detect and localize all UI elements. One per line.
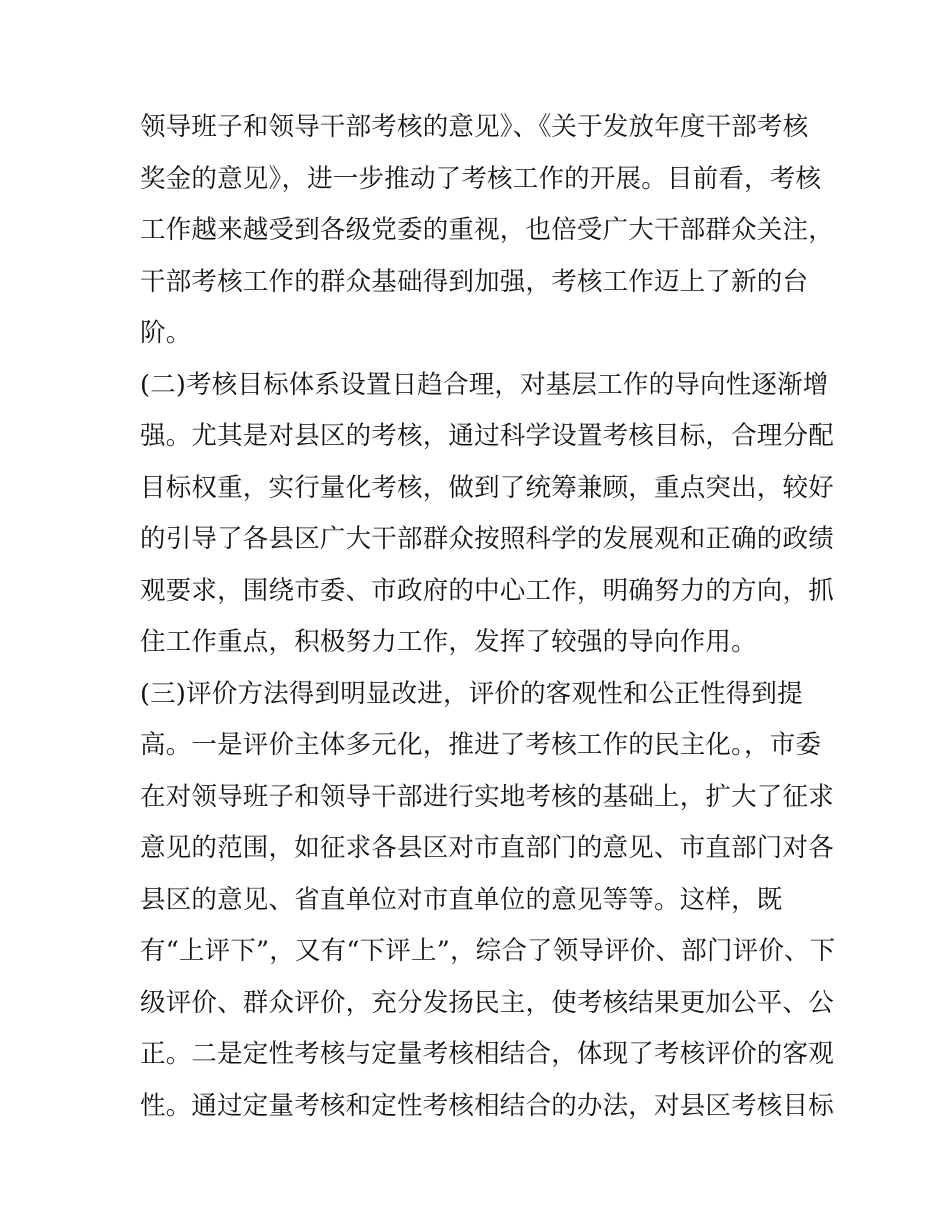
text-line: 意见的范围，如征求各县区对市直部门的意见、市直部门对各 xyxy=(140,833,834,863)
text-line: 在对领导班子和领导干部进行实地考核的基础上，扩大了征求 xyxy=(140,781,834,812)
text-line: 领导班子和领导干部考核的意见》、《关于发放年度干部考核 xyxy=(140,112,809,142)
section-heading-line: (三)评价方法得到明显改进，评价的客观性和公正性得到提 xyxy=(140,678,803,709)
text-line: 住工作重点，积极努力工作，发挥了较强的导向作用。 xyxy=(140,627,757,657)
text-line: 正。二是定性考核与定量考核相结合，体现了考核评价的客观 xyxy=(140,1039,834,1069)
text-line: 干部考核工作的群众基础得到加强，考核工作迈上了新的台 xyxy=(140,266,809,297)
body-text xyxy=(140,102,836,1132)
text-line: 县区的意见、省直单位对市直单位的意见等等。这样，既 xyxy=(140,884,783,915)
text-line: 观要求，围绕市委、市政府的中心工作，明确努力的方向，抓 xyxy=(140,575,834,606)
text-line: 强。尤其是对县区的考核，通过科学设置考核目标，合理分配 xyxy=(140,421,834,451)
text-line: 的引导了各县区广大干部群众按照科学的发展观和正确的政绩 xyxy=(140,524,834,554)
text-line: 工作越来越受到各级党委的重视，也倍受广大干部群众关注， xyxy=(140,215,834,245)
text-line: 性。通过定量考核和定性考核相结合的办法，对县区考核目标 xyxy=(140,1090,834,1121)
text-line: 阶。 xyxy=(140,318,192,348)
section-heading-line: (二)考核目标体系设置日趋合理，对基层工作的导向性逐渐增 xyxy=(140,369,829,400)
text-line: 奖金的意见》，进一步推动了考核工作的开展。目前看，考核 xyxy=(140,163,822,194)
text-line: 目标权重，实行量化考核，做到了统筹兼顾，重点突出，较好 xyxy=(140,472,834,503)
text-line: 高。一是评价主体多元化，推进了考核工作的民主化。，市委 xyxy=(140,730,822,760)
text-line: 有“上评下”，又有“下评上”，综合了领导评价、部门评价、下 xyxy=(140,936,836,966)
text-line: 级评价、群众评价，充分发扬民主，使考核结果更加公平、公 xyxy=(140,987,834,1018)
